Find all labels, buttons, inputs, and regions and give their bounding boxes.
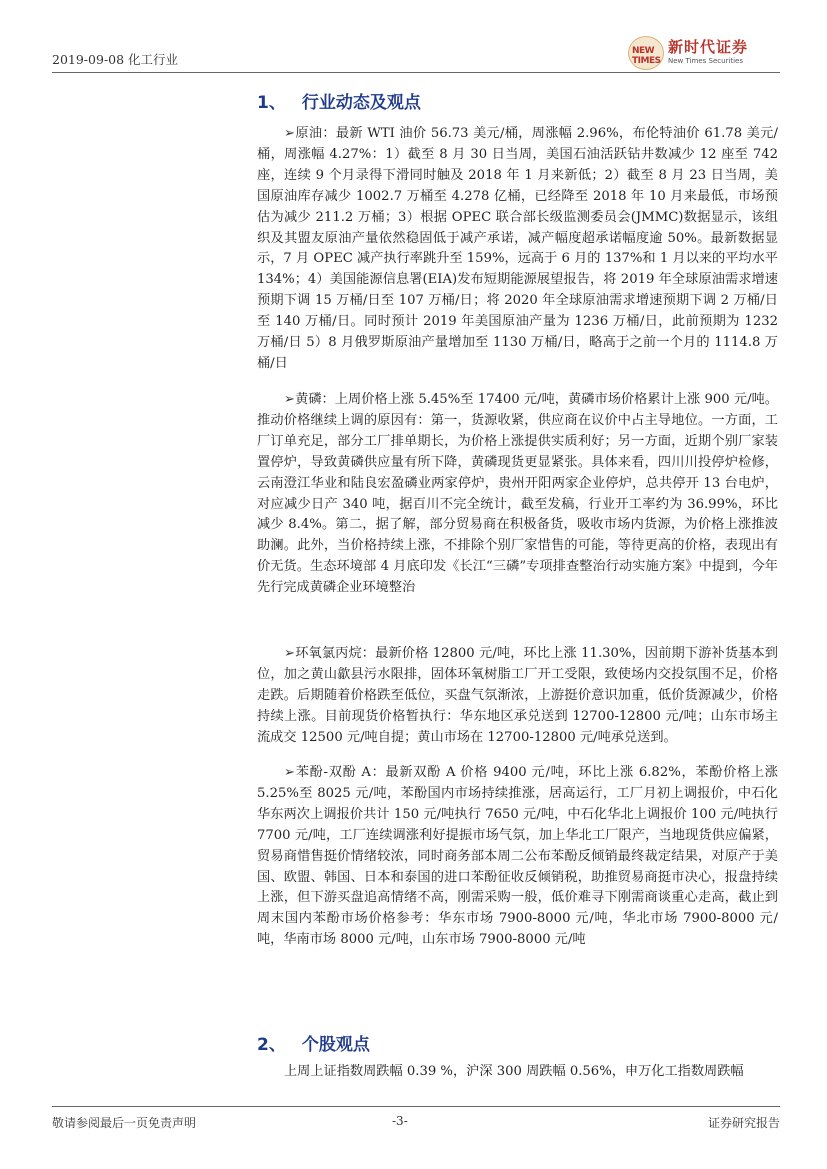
footer-disclaimer: 敬请参阅最后一页免责声明 xyxy=(52,1116,197,1130)
paragraph-stock-view: 上周上证指数周跌幅 0.39 %，沪深 300 周跌幅 0.56%，申万化工指数周跌幅 xyxy=(284,1064,744,1079)
logo-english-name: New Times Securities xyxy=(668,57,743,65)
logo-chinese-name: 新时代证券 xyxy=(668,38,749,56)
footer-divider xyxy=(52,1106,780,1107)
header-date-industry: 2019-09-08 化工行业 xyxy=(52,52,179,67)
header-divider xyxy=(52,72,780,73)
section-heading-stocks: 2、 个股观点 xyxy=(257,1035,370,1055)
bullet-arrow-icon: ➢ xyxy=(284,126,296,141)
footer-report-type: 证券研究报告 xyxy=(707,1116,780,1130)
bullet-arrow-icon: ➢ xyxy=(284,646,296,661)
bullet-arrow-icon: ➢ xyxy=(284,392,296,407)
paragraph-epichlorohydrin: ➢环氧氯丙烷：最新价格 12800 元/吨，环比上涨 11.30%，因前期下游补货基本到位，加之黄山歙县污水限排，固体环氧树脂工厂开工受限，致使场内交投氛围不足，价格走跌。后期随着价格跌至低位，买盘气氛渐浓，上游挺价意识加重，低价货源减少，价格持续上涨。目前现货价格暂执行：华东地区承兑送到 12700-12800 元/吨；山东市场主流成交 12500 元/吨自提；黄山市场在 12700-12800 元/吨承兑送到。 xyxy=(257,646,778,745)
paragraph-yellow-phosphorus: ➢黄磷：上周价格上涨 5.45%至 17400 元/吨，黄磷市场价格累计上涨 900 元/吨。推动价格继续上调的原因有：第一，货源收紧，供应商在议价中占主导地位。一方面，工厂订单充足，部分工厂排单期长，为价格上涨提供实质利好；另一方面，近期个别厂家装置停炉，导致黄磷供应量有所下降，黄磷现货更显紧张。具体来看，四川川投停炉检修，云南澄江华业和陆良宏盈磷业两家停炉，贵州开阳两家企业停炉，总共停开 13 台电炉，对应减少日产 340 吨，据百川不完全统计，截至发稿，行业开工率约为 36.99%，环比减少 8.4%。第二，据了解，部分贸易商在积极备货，吸收市场内货源，为价格上涨推波助澜。此外，当价格持续上涨，不排除个别厂家惜售的可能，等待更高的价格，表现出有价无货。生态环境部 4 月底印发《长江“三磷”专项排查整治行动实施方案》中提到，今年先行完成黄磷企业环境整治 xyxy=(257,392,778,596)
paragraph-crude-oil: ➢原油：最新 WTI 油价 56.73 美元/桶，周涨幅 2.96%，布伦特油价 61.78 美元/桶，周涨幅 4.27%：1）截至 8 月 30 日当周，美国石油活跃钻井数减少 12 座至 742 座，连续 9 个月录得下滑同时触及 2018 年 1 月来新低；2）截至 8 月 23 日当周，美国原油库存减少 1002.7 万桶至 4.278 亿桶，已经降至 2018 年 10 月来最低，市场预估为减少 211.2 万桶；3）根据 OPEC 联合部长级监测委员会(JMMC)数据显示，该组织及其盟友原油产量依然稳固低于减产承诺，减产幅度超承诺幅度逾 50%。最新数据显示，7 月 OPEC 减产执行率跳升至 159%，远高于 6 月的 137%和 1 月以来的平均水平 134%；4）美国能源信息署(EIA)发布短期能源展望报告，将 2019 年全球原油需求增速预期下调 15 万桶/日至 107 万桶/日；将 2020 年全球原油需求增速预期下调 2 万桶/日至 140 万桶/日。同时预计 2019 年美国原油产量为 1236 万桶/日，此前预期为 1232 万桶/日 5）8 月俄罗斯原油产量增加至 1130 万桶/日，略高于之前一个月的 1114.8 万桶/日 xyxy=(257,126,778,371)
logo-badge-icon: NEW TIMES xyxy=(628,36,664,70)
page-number: -3- xyxy=(392,1114,408,1128)
bullet-arrow-icon: ➢ xyxy=(284,765,296,780)
paragraph-phenol-bpa: ➢苯酚-双酚 A：最新双酚 A 价格 9400 元/吨，环比上涨 6.82%，苯酚价格上涨 5.25%至 8025 元/吨，苯酚国内市场持续推涨，居高运行，工厂月初上调报价，中石化华东两次上调报价共计 150 元/吨执行 7650 元/吨，中石化华北上调报价 100 元/吨执行 7700 元/吨，工厂连续调涨利好提振市场气氛，加上华北工厂限产，当地现货供应偏紧，贸易商惜售挺价情绪较浓，同时商务部本周二公布苯酚反倾销最终裁定结果，对原产于美国、欧盟、韩国、日本和泰国的进口苯酚征收反倾销税，助推贸易商挺市决心，报盘持续上涨，但下游买盘追高情绪不高，刚需采购一般，低价难寻下刚需商谈重心走高，截止到周末国内苯酚市场价格参考：华东市场 7900-8000 元/吨，华北市场 7900-8000 元/吨，华南市场 8000 元/吨，山东市场 7900-8000 元/吨 xyxy=(257,765,778,948)
section-heading-industry: 1、 行业动态及观点 xyxy=(257,93,421,113)
company-logo xyxy=(628,36,778,70)
page-header xyxy=(52,40,780,80)
